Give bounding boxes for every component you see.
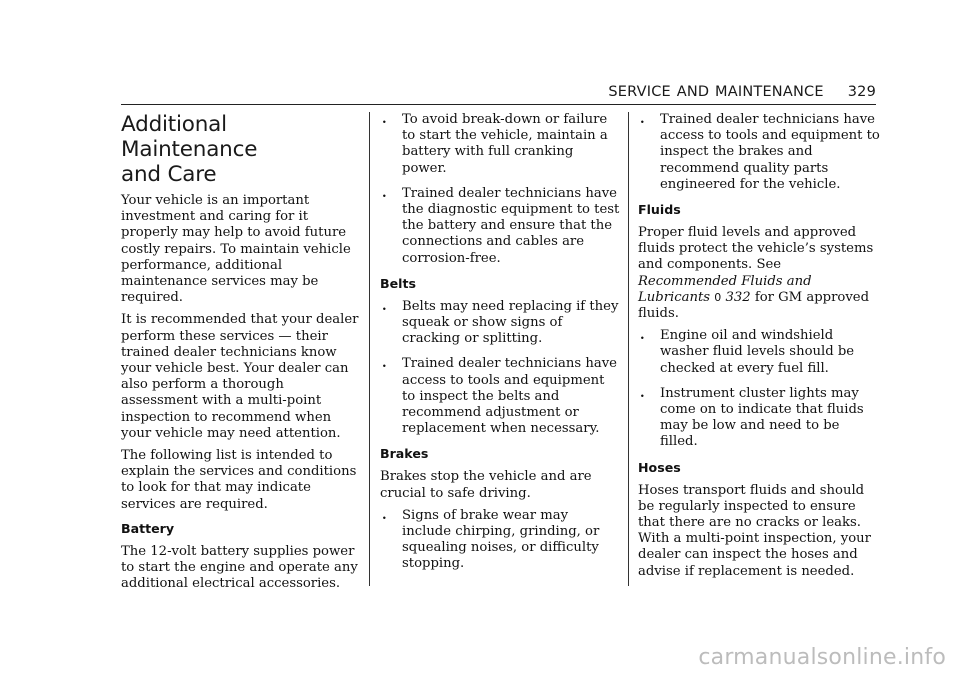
intro-paragraph: Your vehicle is an important investment and caring for it properly may help to avoid future costly repairs. To maintain vehicle performance, additional maintenance services may be required. xyxy=(121,193,351,306)
watermark: carmanualsonline.info xyxy=(698,645,946,670)
battery-paragraph: The 12-volt battery supplies power to start the engine and operate any additional electrical accessories. xyxy=(121,543,358,592)
hoses-heading: Hoses xyxy=(638,459,681,475)
column-divider-2 xyxy=(628,112,629,586)
bullet-icon: . xyxy=(382,298,387,314)
page-number: 329 xyxy=(847,84,876,100)
list-item: . Trained dealer technicians have the diagnostic equipment to test the battery and ensure that the connections and cables are corrosion-free. xyxy=(382,185,620,266)
fluids-xref-link[interactable]: Recommended Fluids and Lubricants xyxy=(638,273,812,305)
bullet-icon: . xyxy=(640,385,645,401)
list-item: . To avoid break-down or failure to start the vehicle, maintain a battery with full cranking power. xyxy=(382,112,608,176)
header-rule xyxy=(121,104,876,105)
column-2 xyxy=(380,112,620,582)
title-line-1: Additional Maintenance xyxy=(121,112,258,162)
column-divider-1 xyxy=(369,112,370,586)
list-item: . Belts may need replacing if they squeak or show signs of cracking or splitting. xyxy=(382,298,619,347)
title-line-2: and Care xyxy=(121,162,217,187)
page-header xyxy=(0,84,876,104)
fluids-paragraph: Proper fluid levels and approved fluids protect the vehicle’s systems and components. See Recommended Fluids and Lubricants 0 332 for GM approved fluids. xyxy=(638,225,874,322)
bullet-icon: . xyxy=(382,112,387,127)
page-title xyxy=(121,112,361,187)
brakes-heading: Brakes xyxy=(380,446,429,462)
list-item: . Engine oil and windshield washer fluid levels should be checked at every fuel fill. xyxy=(640,328,855,376)
belts-heading: Belts xyxy=(380,275,416,291)
battery-heading: Battery xyxy=(121,520,175,536)
list-item: . Trained dealer technicians have access to tools and equipment to inspect the brakes and recommend quality parts engineered for the vehicle. xyxy=(640,112,880,192)
column-1 xyxy=(121,112,361,598)
bullet-icon: . xyxy=(382,507,387,523)
fluids-list xyxy=(638,328,880,450)
brakes-list xyxy=(380,508,620,573)
bullet-icon: . xyxy=(382,185,387,201)
hoses-paragraph: Hoses transport fluids and should be regularly inspected to ensure that there are no cracks or leaks. With a multi-point inspection, your dealer can inspect the hoses and advise if replacement is needed. xyxy=(638,482,871,579)
bullet-icon: . xyxy=(640,328,645,344)
bullet-icon: . xyxy=(640,112,645,127)
brakes-paragraph: Brakes stop the vehicle and are crucial to safe driving. xyxy=(380,469,592,501)
list-item: . Instrument cluster lights may come on to indicate that fluids may be low and need to be filled. xyxy=(640,385,864,450)
xref-page-number[interactable]: 332 xyxy=(725,289,751,305)
battery-list xyxy=(380,112,620,267)
recommend-paragraph: It is recommended that your dealer perform these services — their trained dealer technicians know your vehicle best. Your dealer can also perform a thorough assessment with a multi-point inspection to recommend when your vehicle may need attention. xyxy=(121,312,359,441)
brakes-list-continued xyxy=(638,112,880,193)
section-title: SERVICE AND MAINTENANCE xyxy=(608,84,824,100)
fluids-heading: Fluids xyxy=(638,202,681,218)
list-item: . Signs of brake wear may include chirping, grinding, or squealing noises, or difficulty stopping. xyxy=(382,507,600,572)
bullet-icon: . xyxy=(382,356,387,372)
list-item: . Trained dealer technicians have access to tools and equipment to inspect the belts and recommend adjustment or replacement when necessary. xyxy=(382,356,617,437)
xref-arrow-icon: 0 xyxy=(714,290,722,304)
list-intro-paragraph: The following list is intended to explain the services and conditions to look for that may indicate services are required. xyxy=(121,448,357,512)
belts-list xyxy=(380,299,620,438)
column-3 xyxy=(638,112,880,586)
